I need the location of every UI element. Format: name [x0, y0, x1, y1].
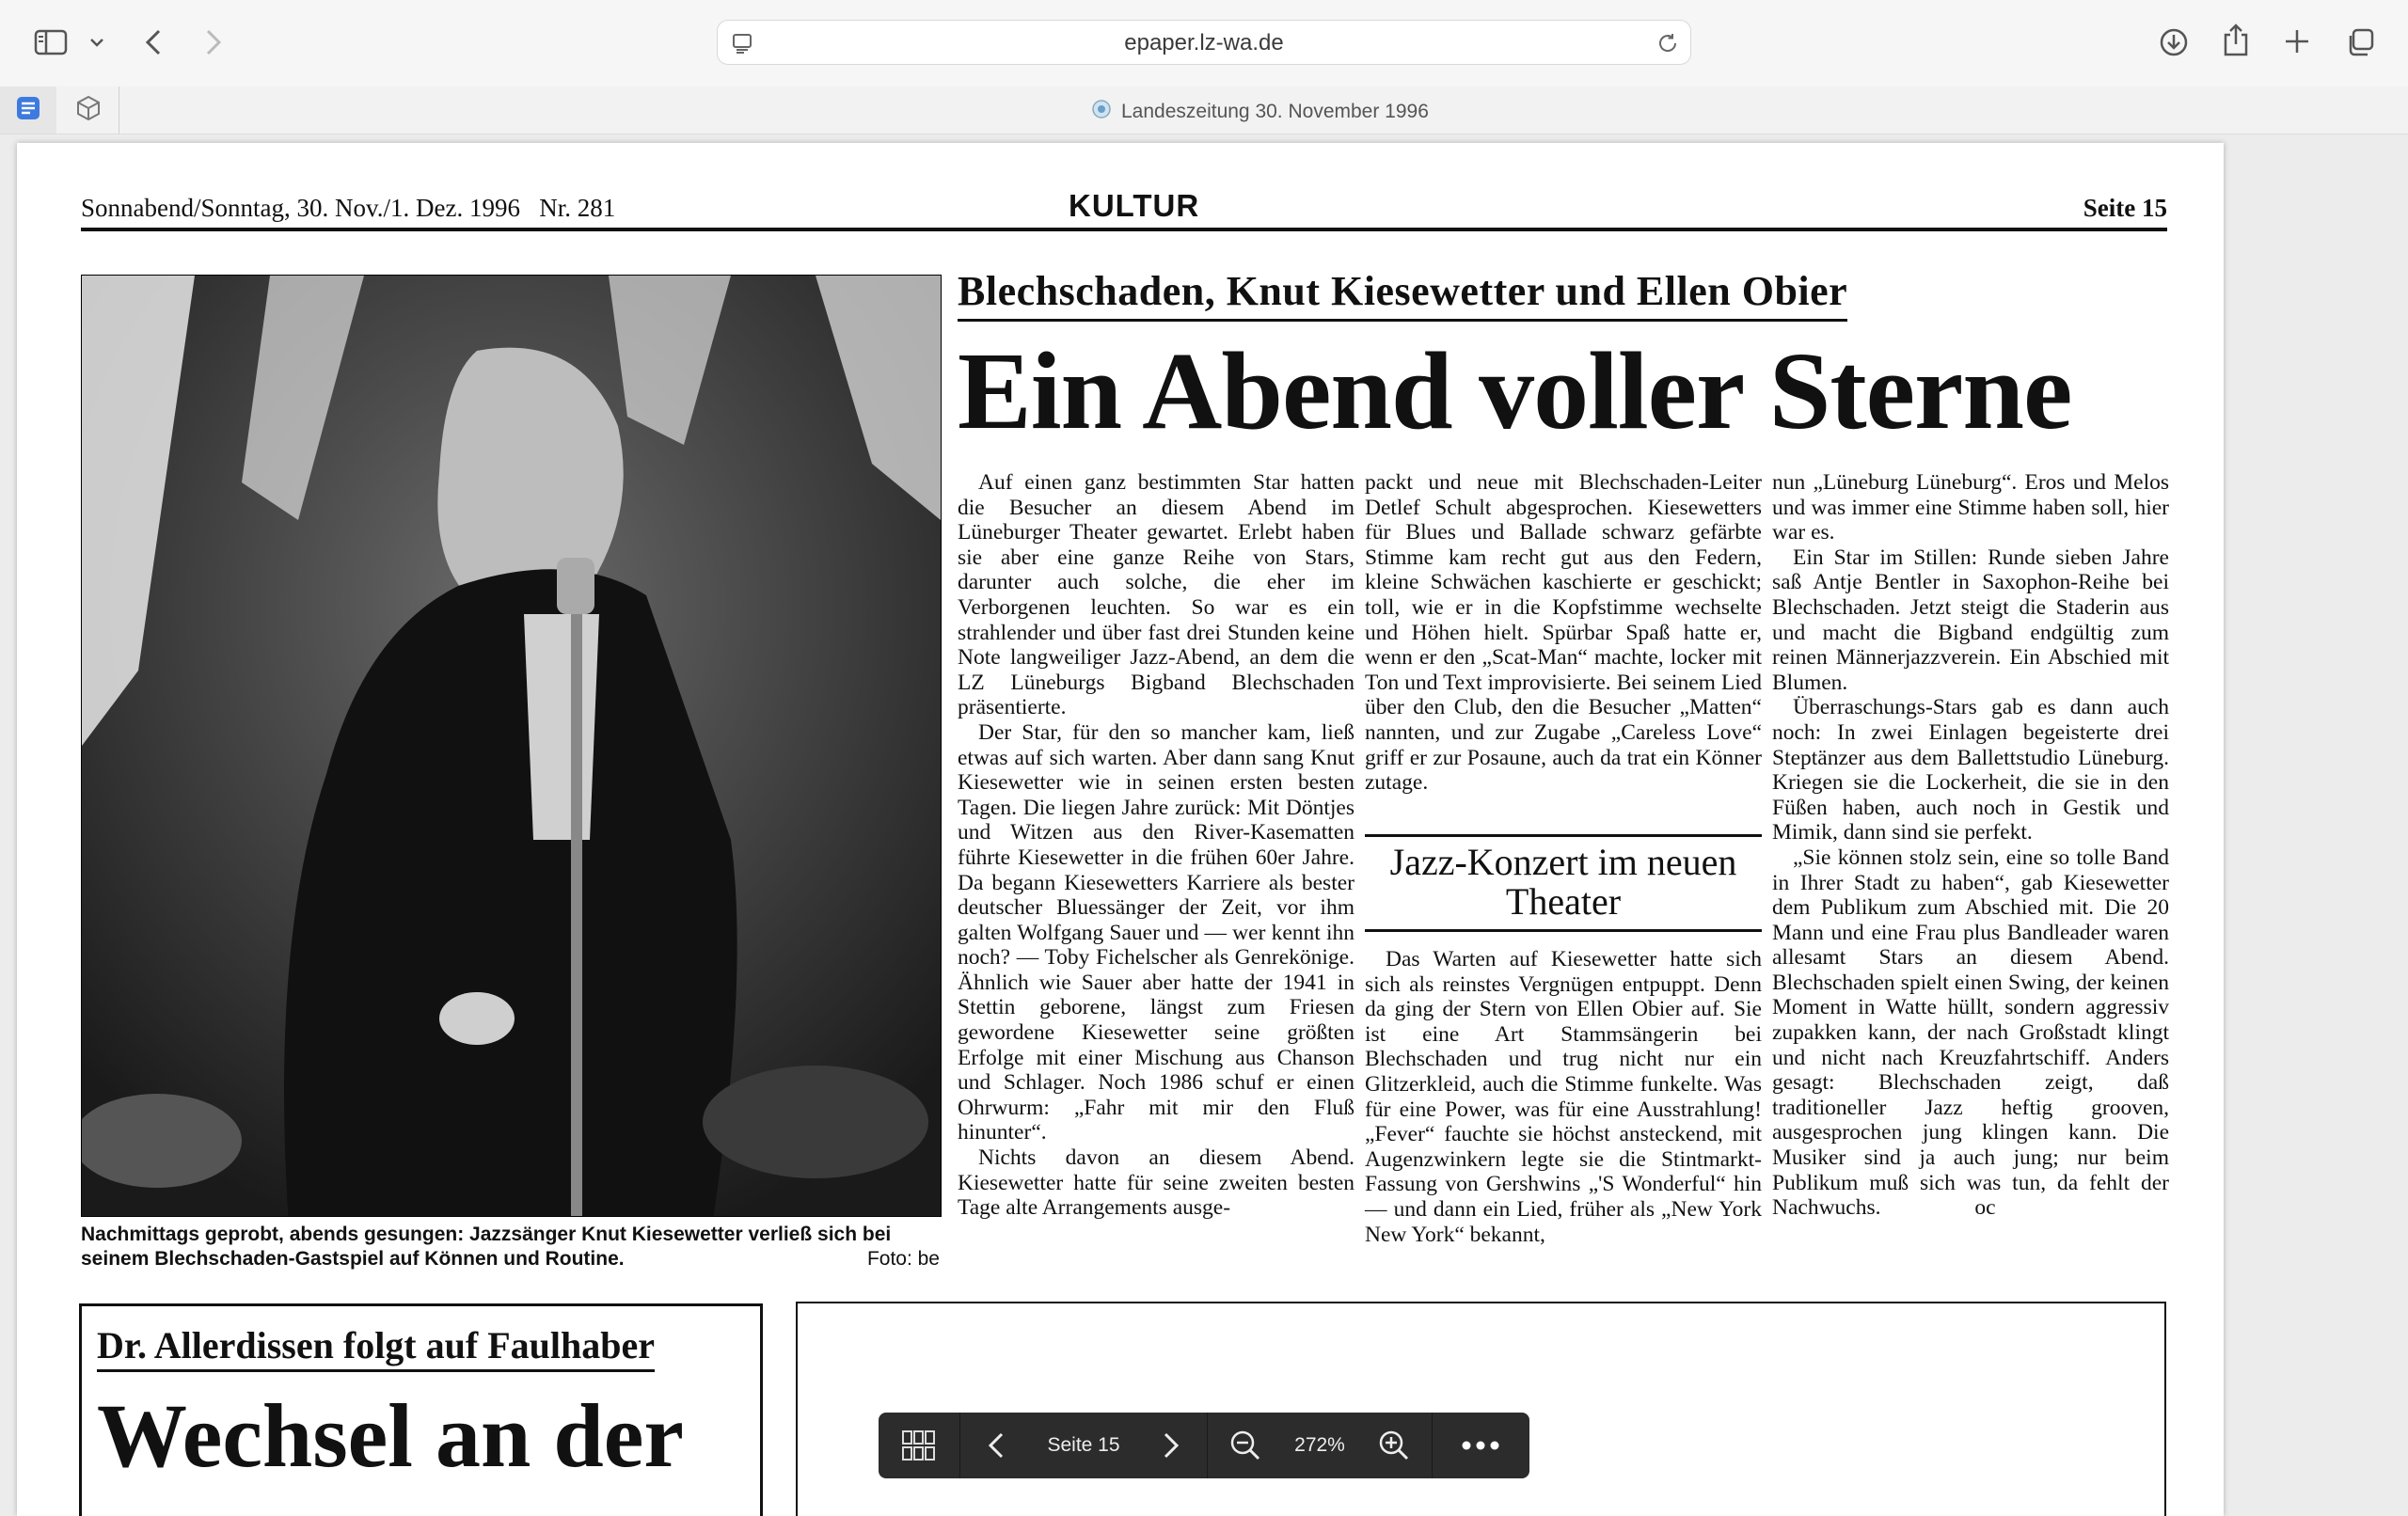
reload-icon[interactable] [1655, 30, 1681, 56]
header-date-issue: Sonnabend/Sonntag, 30. Nov./1. Dez. 1996 Nr. 281 [81, 194, 616, 222]
new-tab-icon[interactable] [2280, 24, 2314, 58]
zoom-level: 272% [1294, 1434, 1345, 1456]
chevron-down-icon[interactable] [87, 32, 107, 53]
download-icon[interactable] [2156, 24, 2192, 60]
paragraph: Auf einen ganz bestimmten Star hatten die Besucher an diesem Abend im Lüneburger Theater gewartet. Erlebt haben sie aber eine ganze Reihe von Stars, darunter auch solche, die eher im Verborgenen leuchten. So war es ein strahlender und über fast drei Stunden keine Note langweiliger Jazz-Abend, an dem die LZ Lüneburgs Bigband Blechschaden präsentierte. [958, 470, 1354, 720]
cube-icon [75, 95, 102, 126]
back-icon[interactable] [139, 24, 167, 60]
active-tab[interactable] [1091, 99, 1429, 125]
article-headline: Ein Abend voller Sterne [958, 329, 2072, 452]
tab-bar [0, 87, 2408, 134]
page-indicator: Seite 15 [1047, 1434, 1120, 1456]
more-icon[interactable] [1433, 1413, 1529, 1478]
article-photo [81, 275, 942, 1217]
article-kicker: Blechschaden, Knut Kiesewetter und Ellen Obier [958, 267, 1847, 322]
paragraph: Ein Star im Stillen: Runde sieben Jahre saß Antje Bentler in Saxophon-Reihe bei Blechschaden. Jetzt steigt die Staderin aus und macht die Bigband endgültig zum reinen Männerjazzverein. Ein Abschied mit Blumen. [1772, 545, 2169, 695]
grid-icon[interactable] [879, 1413, 959, 1478]
ad-box [796, 1302, 2166, 1516]
paragraph: „Sie können stolz sein, eine so tolle Band in Ihrer Stadt zu haben“, gab Kiesewetter dem Publikum zum Abschied mit. Die 20 Mann und eine Frau plus Bandleader waren allesamt Stars an diesem Abend. Blechschaden spielt einen Swing, der keinen Moment in Watte hüllt, sondern aggressiv zupakken kann, der nach Großstadt klingt und nicht nach Kreuzfahrtschiff. Anders gesagt: Blechschaden zeigt, daß traditioneller Jazz heftig grooven, ausgesprochen jung klingen kann. Die Musiker sind ja auch jung; nur beim Publikum muß sich was tun, da fehlt der Nachwuchs. oc [1772, 845, 2175, 1221]
paragraph: Überraschungs-Stars gab es dann auch noch: In zwei Einlagen begeisterte drei Steptänzer aus dem Ballettstudio Lüneburg. Kriegen sie die Lockerheit, die sie in den Füßen haben, auch noch in Gestik und Mimik, dann sind sie perfekt. [1772, 695, 2169, 845]
browser-toolbar [0, 0, 2408, 87]
share-icon[interactable] [2218, 21, 2254, 60]
photo-caption [81, 1223, 940, 1271]
second-article-headline: Wechsel an der [97, 1385, 684, 1486]
tab-overview-icon[interactable] [2342, 24, 2378, 60]
sidebar-icon[interactable] [32, 26, 70, 58]
article-column-2-bottom [1365, 947, 1762, 1286]
paragraph: nun „Lüneburg Lüneburg“. Eros und Melos und was immer eine Stimme haben soll, hier war es. [1772, 470, 2169, 545]
paragraph: Das Warten auf Kiesewetter hatte sich sich als reinstes Vergnügen entpuppt. Denn da ging der Stern von Ellen Obier auf. Sie ist eine Art Stammsängerin bei Blechschaden und trug nicht nur ein Glitzerkleid, auch die Stimme funkelte. Was für eine Power, was für eine Ausstrahlung! „Fever“ fauchte sie höchst ansteckend, mit Augenzwinkern legte sie die Stintmarkt-Fassung von Gershwins „'S Wonderful“ hin — und dann ein Lied, früher als „New York New York“ bekannt, [1365, 947, 1762, 1247]
next-page-icon[interactable] [1135, 1413, 1207, 1478]
pinned-tab-document[interactable] [0, 87, 56, 134]
paragraph: Nichts davon an diesem Abend. Kiesewetter hatte für seine zweiten besten Tage alte Arrangements ausge- [958, 1145, 1354, 1221]
page-header [81, 188, 2167, 231]
article-column-2-top [1365, 470, 1762, 828]
article-column-3 [1772, 470, 2175, 1279]
tab-title: Landeszeitung 30. November 1996 [1121, 101, 1429, 122]
zoom-out-icon[interactable] [1208, 1413, 1283, 1478]
document-icon [15, 95, 41, 126]
second-article-kicker: Dr. Allerdissen folgt auf Faulhaber [97, 1323, 655, 1372]
second-article-box [79, 1303, 763, 1516]
newspaper-page [17, 143, 2224, 1516]
forward-icon[interactable] [199, 24, 228, 60]
article-subhead: Jazz-Konzert im neuen Theater [1365, 834, 1762, 932]
article-column-1 [958, 470, 1354, 1279]
zoom-in-icon[interactable] [1356, 1413, 1432, 1478]
page-number: Seite 15 [2083, 194, 2167, 222]
url-text[interactable]: epaper.lz-wa.de [1124, 30, 1284, 55]
section-title: KULTUR [1069, 188, 1200, 223]
caption-text: Nachmittags geprobt, abends gesungen: Jazzsänger Knut Kiesewetter verließ sich bei seinem Blechschaden-Gastspiel auf Können und Routine. [81, 1224, 892, 1270]
photo-credit: Foto: be [866, 1248, 940, 1270]
prev-page-icon[interactable] [960, 1413, 1032, 1478]
paragraph: Der Star, für den so mancher kam, ließ etwas auf sich warten. Aber dann sang Knut Kiesewetter wie in seinen ersten besten Tagen. Die liegen Jahre zurück: Mit Döntjes und Witzen aus den River-Kasematten führte Kiesewetter in die frühen 60er Jahre. Da begann Kiesewetters Karriere als bester deutscher Bluessänger der Zeit, vor ihm galten Wolfgang Sauer und — wer kennt ihn noch? — Toby Fichelscher als Genrekönige. Ähnlich wie Sauer aber hatte der 1941 in Stettin geborene, längst zum Friesen gewordene Kiesewetter seine größten Erfolge mit einer Mischung aus Chanson und Schlager. Noch 1986 schuf er einen Ohrwurm: „Fahr mit mir den Fluß hinunter“. [958, 719, 1354, 1145]
pinned-tab-cube[interactable] [58, 87, 119, 134]
viewer-toolbar [879, 1413, 1529, 1478]
address-bar[interactable] [717, 20, 1691, 65]
paragraph: packt und neue mit Blechschaden-Leiter Detlef Schult abgesprochen. Kiesewetters für Blues und Ballade schwarz gefärbte Stimme kam recht gut aus den Federn, kleine Schwächen kaschierte er geschickt; toll, wie er in die Kopfstimme wechselte und Höhen hielt. Spürbar Spaß hatte er, wenn er den „Scat-Man“ machte, locker mit Ton und Text improvisierte. Bei seinem Lied über den Club, den die Besucher „Matten“ nannten, und zur Zugabe „Careless Love“ griff er zur Posaune, auch da trat ein Könner zutage. [1365, 470, 1762, 796]
site-icon [1091, 99, 1112, 125]
